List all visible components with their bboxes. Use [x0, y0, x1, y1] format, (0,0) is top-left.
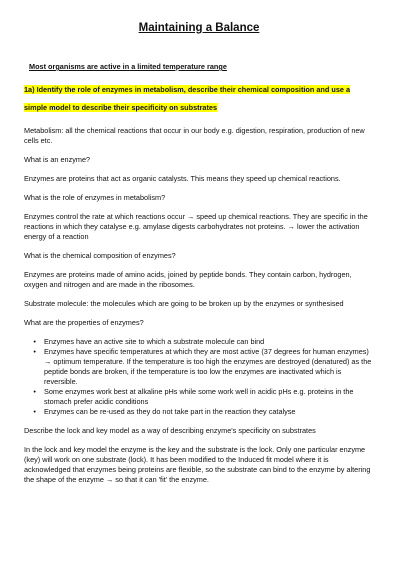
metabolism-definition: Metabolism: all the chemical reactions that occur in our body e.g. digestion, respiration, production of new cells etc. [24, 126, 365, 145]
question-properties: What are the properties of enzymes? [24, 318, 144, 327]
list-item: • Some enzymes work best at alkaline pHs while some work well in acidic pHs e.g. proteins in the stomach prefer acidic conditions [40, 387, 374, 407]
list-item: • Enzymes can be re-used as they do not take part in the reaction they catalyse [40, 407, 374, 417]
list-item: • Enzymes have an active site to which a substrate molecule can bind [40, 337, 374, 347]
properties-list [24, 337, 374, 417]
substrate-definition: Substrate molecule: the molecules which are going to be broken up by the enzymes or synthesised [24, 299, 344, 308]
answer-role: Enzymes control the rate at which reactions occur → speed up chemical reactions. They are specific in the reactions in which they catalyse e.g. amylase digests carbohydrates not proteins. → lower the activation energy of a reaction [24, 212, 368, 241]
question-role: What is the role of enzymes in metabolism? [24, 193, 166, 202]
question-enzyme: What is an enzyme? [24, 155, 91, 164]
answer-lock-key: In the lock and key model the enzyme is the key and the substrate is the lock. Only one particular enzyme (key) will work on one substrate (lock). It has been modified to the Induced fit model where it is acknowledged that enzymes being proteins are flexible, so the substrate can bind to the enzyme by altering the shape of the enzyme → so that it can 'fit' the enzyme. [24, 445, 371, 484]
page-title: Maintaining a Balance [138, 22, 260, 34]
list-item: • Enzymes have specific temperatures at which they are most active (37 degrees for human enzymes) → optimum temperature. If the temperature is too high the enzymes are destroyed (denatured) as the peptide bonds are broken, if the temperature is too low the enzymes are inactivated which is reversible. [40, 347, 374, 387]
highlighted-objective: 1a) Identify the role of enzymes in metabolism, describe their chemical composition and use a simple model to describe their specificity on substrates [24, 85, 351, 112]
answer-enzyme: Enzymes are proteins that act as organic catalysts. This means they speed up chemical reactions. [24, 174, 341, 183]
section-subheading: Most organisms are active in a limited temperature range [29, 62, 227, 71]
objective-block [24, 79, 374, 115]
answer-composition: Enzymes are proteins made of amino acids, joined by peptide bonds. They contain carbon, hydrogen, oxygen and nitrogen and are made in the ribosomes. [24, 270, 352, 289]
question-composition: What is the chemical composition of enzymes? [24, 251, 176, 260]
question-lock-key: Describe the lock and key model as a way of describing enzyme's specificity on substrates [24, 426, 316, 435]
